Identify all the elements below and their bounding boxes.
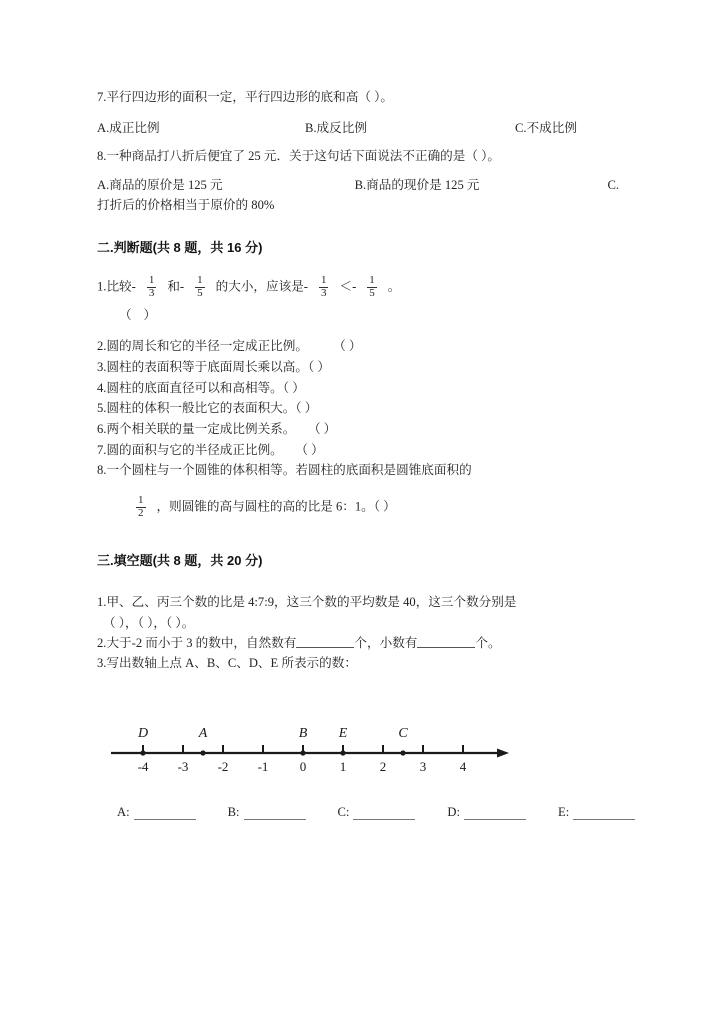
answer-label-A: A: [117, 805, 130, 820]
answer-line-D[interactable] [464, 808, 526, 820]
question-7-option-b[interactable]: B.成反比例 [305, 120, 367, 135]
worksheet-content [97, 88, 625, 820]
answer-label-D: D: [447, 805, 460, 820]
tick-label-4: 4 [459, 759, 467, 775]
point-D-marker [140, 750, 145, 755]
q2-part-1: 2.大于-2 而小于 3 的数中，自然数有 [97, 635, 297, 650]
number-line-tick-labels [138, 759, 467, 774]
answer-blank-A[interactable] [117, 805, 196, 820]
question-8-option-a[interactable]: A.商品的原价是 125 元 [97, 178, 223, 193]
q1-mid-2: 的大小，应该是- [215, 279, 308, 294]
q2-part-2: 个，小数有 [354, 635, 418, 650]
q1-prefix: 1.比较- [97, 279, 136, 294]
point-label-E: E [338, 726, 348, 742]
number-line-diagram [97, 707, 625, 779]
point-label-A: A [198, 726, 208, 742]
tick-label-3: 3 [419, 759, 427, 775]
section-three-question-3: 3.写出数轴上点 A、B、C、D、E 所表示的数： [97, 655, 357, 670]
question-8-options [97, 175, 625, 215]
answer-line-A[interactable] [134, 808, 196, 820]
point-E-marker [340, 750, 345, 755]
answer-line-C[interactable] [353, 808, 415, 820]
answer-blank-D[interactable] [447, 805, 526, 820]
answer-blank-B[interactable] [228, 805, 306, 820]
section-two-question-8: 8.一个圆柱与一个圆锥的体积相等。若圆柱的底面积是圆锥底面积的 [97, 463, 472, 478]
answer-label-C: C: [337, 805, 350, 820]
fraction-one-fifth-a: $\frac{1}{5}$ [197, 274, 203, 299]
fraction-one-third-b: $\frac{1}{3}$ [320, 274, 327, 299]
number-line-arrow-icon [497, 749, 509, 758]
number-line-svg [97, 707, 517, 779]
section-two-question-list [97, 337, 625, 480]
tick-label-neg2: -2 [217, 759, 229, 775]
section-two-question-6: 6.两个相关联的量一定成比例关系。 （ ） [97, 421, 337, 436]
point-label-C: C [398, 726, 408, 742]
point-C-marker [400, 750, 405, 755]
point-B-marker [300, 750, 305, 755]
question-8-option-b[interactable]: B.商品的现价是 125 元 [354, 178, 480, 193]
fraction-one-third-a: $\frac{1}{3}$ [148, 274, 155, 299]
tick-label-neg4: -4 [137, 759, 149, 775]
answer-blank-row [117, 805, 625, 820]
section-two-question-5: 5.圆柱的体积一般比它的表面积大。（ ） [97, 401, 318, 416]
answer-label-B: B: [227, 805, 240, 820]
q2-part-3: 个。 [475, 635, 501, 650]
section-two-question-4: 4.圆柱的底面直径可以和高相等。（ ） [97, 380, 305, 395]
tick-label-neg3: -3 [177, 759, 189, 775]
section-two-question-1-answer-paren[interactable]: （ ） [119, 308, 161, 323]
point-A-marker [200, 750, 205, 755]
section-three-question-2 [97, 634, 625, 653]
tick-label-neg1: -1 [257, 759, 269, 775]
section-three-question-1-line-1: 1.甲、乙、丙三个数的比是 4:7:9，这三个数的平均数是 40，这三个数分别是 [97, 595, 517, 610]
section-two-question-7: 7.圆的面积与它的半径成正比例。 （ ） [97, 442, 324, 457]
section-three-question-1-line-2[interactable]: （ ），（ ），（ ）。 [103, 615, 195, 630]
section-three-heading: 三.填空题(共 8 题，共 20 分) [97, 553, 263, 569]
section-two-heading: 二.判断题(共 8 题，共 16 分) [97, 240, 263, 256]
number-line-point-labels [137, 726, 408, 741]
answer-blank-C[interactable] [338, 805, 416, 820]
point-label-B: B [298, 726, 308, 742]
question-7-option-a[interactable]: A.成正比例 [97, 120, 160, 135]
section-two-question-8-continued [125, 496, 625, 520]
answer-label-E: E: [558, 805, 570, 820]
section-two-question-2: 2.圆的周长和它的半径一定成正比例。 （ ） [97, 339, 362, 354]
question-7-options [97, 117, 625, 136]
fraction-one-fifth-b: $\frac{1}{5}$ [369, 274, 375, 299]
answer-blank-E[interactable] [558, 805, 635, 820]
q2-blank-1[interactable] [296, 635, 354, 648]
q1-suffix: 。 [387, 279, 401, 294]
question-7-text: 7.平行四边形的面积一定，平行四边形的底和高（ ）。 [97, 90, 393, 104]
section-two-question-3: 3.圆柱的表面积等于底面周长乘以高。（ ） [97, 360, 330, 375]
q1-comparison-operator: ＜- [339, 279, 357, 294]
section-two-question-1 [97, 276, 625, 300]
q8-continued-text: ，则圆锥的高与圆柱的高的比是 6：1。（ ） [156, 499, 396, 514]
answer-line-E[interactable] [573, 808, 635, 820]
tick-label-0: 0 [299, 759, 307, 775]
fraction-one-half: $\frac{1}{2}$ [138, 494, 144, 519]
q1-mid-1: 和- [167, 279, 185, 294]
point-label-D: D [137, 726, 149, 742]
tick-label-1: 1 [339, 759, 347, 775]
question-8-option-c[interactable]: C.打折后的价格相当于原价的 80% [97, 178, 620, 213]
answer-line-B[interactable] [244, 808, 306, 820]
question-8-text: 8.一种商品打八折后便宜了 25 元．关于这句话下面说法不正确的是（ ）。 [97, 148, 500, 163]
question-7-option-c[interactable]: C.不成比例 [515, 120, 577, 135]
q2-blank-2[interactable] [417, 635, 475, 648]
tick-label-2: 2 [379, 759, 387, 775]
